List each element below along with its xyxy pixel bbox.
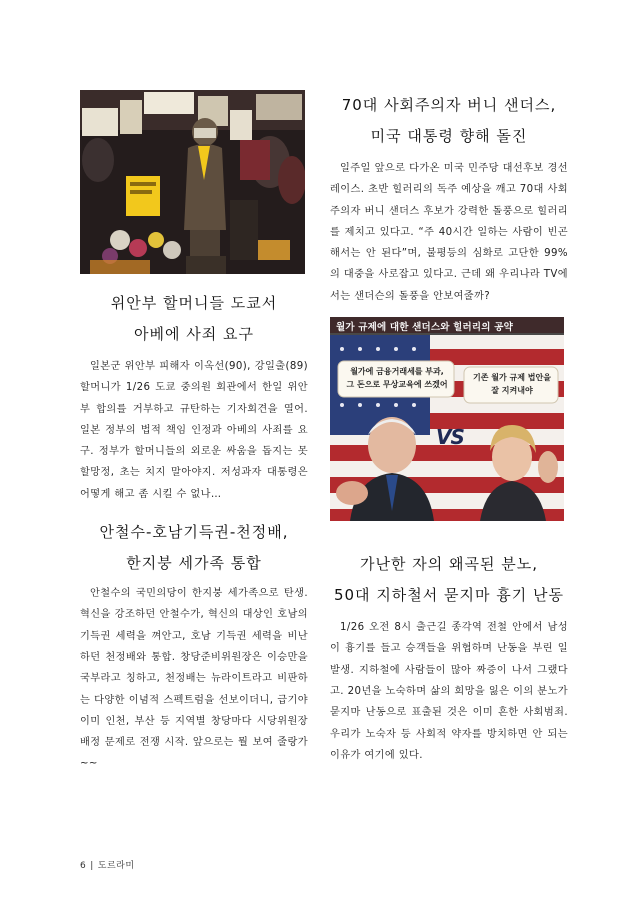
ahn-body: 안철수의 국민의당이 한지붕 세가족으로 탄생. 혁신을 강조하던 안철수가, 혁신의 대상인 호남의 기득권 세력을 껴안고, 호남 기득권 세력을 비난하던 천정배와 통합. 창당준비위원장은 이승만을 국부라고 칭하고, 천정배는 뉴라이트라고 비판하는 다양한 이념적 스펙트럼을 선보이더니, 급기야 이미 인천, 부산 등 지역별 창당마다 시당위원장 배정 문제로 전쟁 시작. 앞으로는 뭘 보여 줄랑가~~ [80, 588, 308, 770]
hillary-quote-line: 잘 지켜내야 [491, 386, 533, 396]
headline-line: 가난한 자의 왜곡된 분노, [360, 555, 538, 574]
headline-line: 아베에 사죄 요구 [134, 325, 254, 343]
page-footer [80, 858, 135, 871]
sanders-hillary-infographic [330, 317, 564, 521]
headline-line: 50대 지하철서 묻지마 흉기 난동 [333, 586, 565, 605]
headline-line: 안철수-호남기득권-천정배, [99, 523, 289, 542]
hillary-quote [467, 371, 557, 397]
page-number: 6 [80, 861, 87, 871]
comfort-women-headline [80, 288, 308, 350]
sanders-quote [342, 365, 452, 391]
sanders-quote-line: 월가에 금융거래세를 부과, [350, 367, 444, 377]
left-column [80, 90, 308, 775]
subway-headline [330, 549, 568, 611]
magazine-name: 도르라미 [97, 861, 135, 871]
headline-line: 위안부 할머니들 도쿄서 [110, 294, 278, 312]
ahn-headline [80, 517, 308, 579]
comfort-women-statue-photo [80, 90, 305, 274]
headline-line: 한지붕 세가족 통합 [126, 554, 262, 573]
hillary-quote-line: 기존 월가 규제 법안을 [473, 373, 551, 383]
vs-label: VS [436, 425, 464, 450]
footer-separator: | [90, 861, 94, 871]
statue-photo-illustration [80, 90, 305, 274]
comfort-women-body: 일본군 위안부 피해자 이옥선(90), 강일출(89) 할머니가 1/26 도쿄 중의원 회관에서 한일 위안부 합의를 거부하고 규탄하는 기자회견을 열어. 일본 정부의 법적 책임 인정과 아베의 사죄를 요구. 정부가 할머니들의 외로운 싸움을 돕지는 못할망정, 초는 치지 말아야지. 저성과자 대통령은 어떻게 해고 좀 시킬 수 없나… [80, 361, 308, 500]
sanders-quote-line: 그 돈으로 무상교육에 쓰겠어 [346, 380, 448, 390]
infographic-title: 월가 규제에 대한 샌더스와 힐러리의 공약 [336, 322, 513, 334]
headline-line: 미국 대통령 향해 돌진 [370, 127, 528, 145]
infographic-flag-illustration [330, 317, 564, 521]
headline-line: 70대 사회주의자 버니 샌더스, [341, 96, 557, 114]
sanders-body: 일주일 앞으로 다가온 미국 민주당 대선후보 경선 레이스. 초반 힐러리의 독주 예상을 깨고 70대 사회주의자 버니 샌더스 후보가 강력한 돌풍으로 힐러리를 제치고 있다고. “주 40시간 일하는 사람이 빈곤해서는 안 된다”며, 불평등의 심화로 고단한 99%의 대중을 사로잡고 있다고. 근데 왜 우리나라 TV에서는 샌더슨의 돌풍을 안보여줄까? [330, 163, 568, 302]
subway-body: 1/26 오전 8시 출근길 종각역 전철 안에서 남성이 흉기를 들고 승객들을 위협하며 난동을 부린 일 발생. 지하철에 사람들이 많아 짜증이 나서 그랬다고. 20년을 노숙하며 삶의 희망을 잃은 이의 분노가 묻지마 난동으로 표출된 것은 이미 흔한 사회범죄. 우리가 노숙자 등 사회적 약자를 방치하면 안 되는 이유가 여기에 있다. [330, 622, 568, 761]
right-column [330, 90, 568, 766]
sanders-headline [330, 90, 568, 152]
